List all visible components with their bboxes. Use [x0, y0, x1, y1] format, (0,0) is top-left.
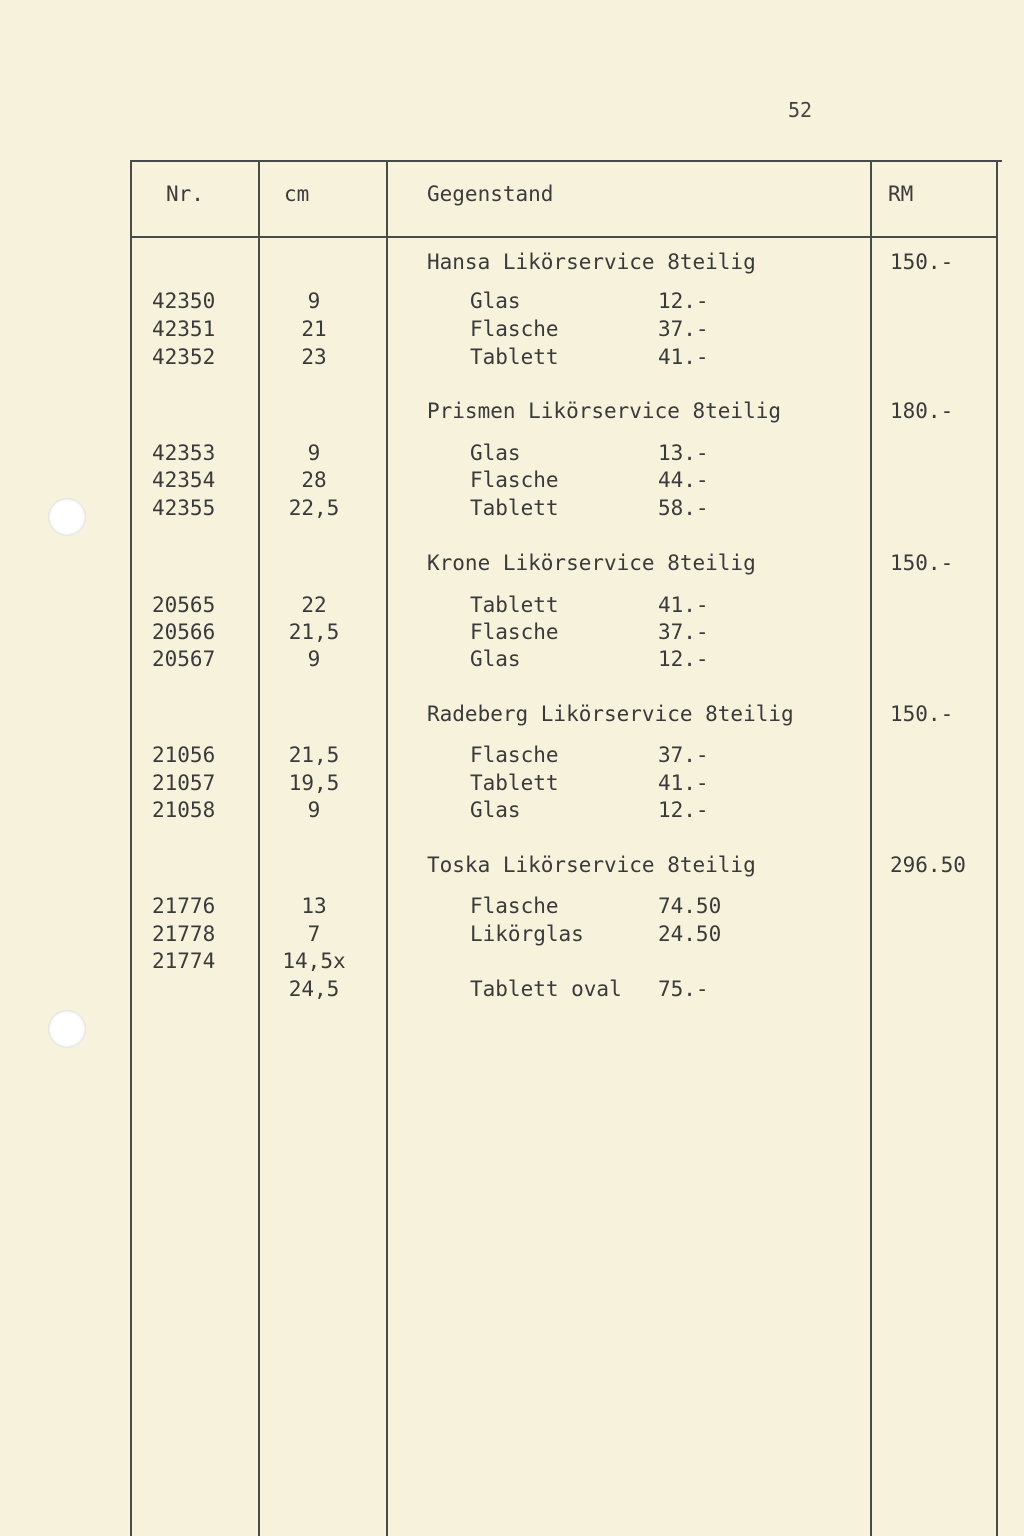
- item-number: 42355: [152, 496, 216, 520]
- item-size: 21,5: [288, 743, 340, 767]
- item-size: 23: [301, 345, 327, 369]
- item-name: Glas: [470, 647, 521, 671]
- item-name: Flasche: [470, 468, 559, 492]
- group-title-row: [0, 250, 1024, 278]
- item-name: Flasche: [470, 620, 559, 644]
- table-row: [0, 771, 1024, 798]
- group-title-row: [0, 551, 1024, 579]
- item-name: Likörglas: [470, 922, 584, 946]
- table-row: [0, 620, 1024, 647]
- item-name: Flasche: [470, 317, 559, 341]
- item-name: Flasche: [470, 743, 559, 767]
- item-price: 37.-: [658, 743, 709, 767]
- table-row: [0, 894, 1024, 921]
- table-row: [0, 593, 1024, 620]
- table-row: [0, 949, 1024, 976]
- item-price: 12.-: [658, 798, 709, 822]
- group-title-row: [0, 702, 1024, 730]
- group-title-row: [0, 399, 1024, 427]
- item-number: 21057: [152, 771, 216, 795]
- item-size: 24,5: [288, 977, 340, 1001]
- item-name: Flasche: [470, 894, 559, 918]
- group-title: Krone Likörservice 8teilig: [427, 551, 756, 575]
- header-cm: cm: [284, 182, 310, 206]
- item-size: 22,5: [288, 496, 340, 520]
- group-title: Hansa Likörservice 8teilig: [427, 250, 756, 274]
- item-price: 13.-: [658, 441, 709, 465]
- group-total: 150.-: [890, 250, 954, 274]
- item-price: 58.-: [658, 496, 709, 520]
- item-size: 9: [307, 798, 321, 822]
- header-gegenstand: Gegenstand: [427, 182, 554, 206]
- item-number: 21776: [152, 894, 216, 918]
- item-size: 9: [307, 289, 321, 313]
- item-name: Tablett: [470, 593, 559, 617]
- item-price: 37.-: [658, 620, 709, 644]
- item-name: Tablett: [470, 771, 559, 795]
- group-total: 150.-: [890, 702, 954, 726]
- table-row: [0, 977, 1024, 1004]
- group-title: Toska Likörservice 8teilig: [427, 853, 756, 877]
- table-row: [0, 468, 1024, 495]
- item-name: Glas: [470, 441, 521, 465]
- group-title: Radeberg Likörservice 8teilig: [427, 702, 794, 726]
- item-price: 74.50: [658, 894, 722, 918]
- item-price: 44.-: [658, 468, 709, 492]
- punch-hole: [48, 1010, 86, 1048]
- item-size: 14,5x: [282, 949, 346, 973]
- table-row: [0, 922, 1024, 949]
- item-number: 42352: [152, 345, 216, 369]
- item-number: 20566: [152, 620, 216, 644]
- item-size: 19,5: [288, 771, 340, 795]
- page-number: 52: [788, 98, 813, 122]
- table-row: [0, 441, 1024, 468]
- item-number: 21056: [152, 743, 216, 767]
- item-size: 28: [301, 468, 327, 492]
- item-number: 42353: [152, 441, 216, 465]
- item-price: 75.-: [658, 977, 709, 1001]
- item-price: 12.-: [658, 647, 709, 671]
- item-name: Tablett: [470, 345, 559, 369]
- item-size: 7: [307, 922, 321, 946]
- table-row: [0, 345, 1024, 372]
- item-number: 42354: [152, 468, 216, 492]
- group-total: 296.50: [890, 853, 966, 877]
- item-number: 21058: [152, 798, 216, 822]
- item-size: 22: [301, 593, 327, 617]
- table-row: [0, 289, 1024, 316]
- item-number: 42351: [152, 317, 216, 341]
- item-size: 21,5: [288, 620, 340, 644]
- item-price: 41.-: [658, 593, 709, 617]
- item-name: Tablett oval: [470, 977, 622, 1001]
- header-rm: RM: [888, 182, 914, 206]
- table-row: [0, 496, 1024, 523]
- table-row: [0, 743, 1024, 770]
- item-size: 21: [301, 317, 327, 341]
- group-title: Prismen Likörservice 8teilig: [427, 399, 782, 423]
- group-total: 180.-: [890, 399, 954, 423]
- item-number: 42350: [152, 289, 216, 313]
- item-name: Glas: [470, 289, 521, 313]
- table-row: [0, 317, 1024, 344]
- item-number: 20567: [152, 647, 216, 671]
- group-title-row: [0, 853, 1024, 881]
- item-price: 37.-: [658, 317, 709, 341]
- item-name: Glas: [470, 798, 521, 822]
- header-divider: [130, 236, 998, 238]
- item-price: 12.-: [658, 289, 709, 313]
- item-number: 20565: [152, 593, 216, 617]
- table-row: [0, 798, 1024, 825]
- item-number: 21774: [152, 949, 216, 973]
- item-size: 9: [307, 441, 321, 465]
- table-row: [0, 647, 1024, 674]
- item-price: 24.50: [658, 922, 722, 946]
- item-size: 13: [301, 894, 327, 918]
- group-total: 150.-: [890, 551, 954, 575]
- item-price: 41.-: [658, 345, 709, 369]
- header-nr: Nr.: [166, 182, 204, 206]
- item-number: 21778: [152, 922, 216, 946]
- item-size: 9: [307, 647, 321, 671]
- item-price: 41.-: [658, 771, 709, 795]
- item-name: Tablett: [470, 496, 559, 520]
